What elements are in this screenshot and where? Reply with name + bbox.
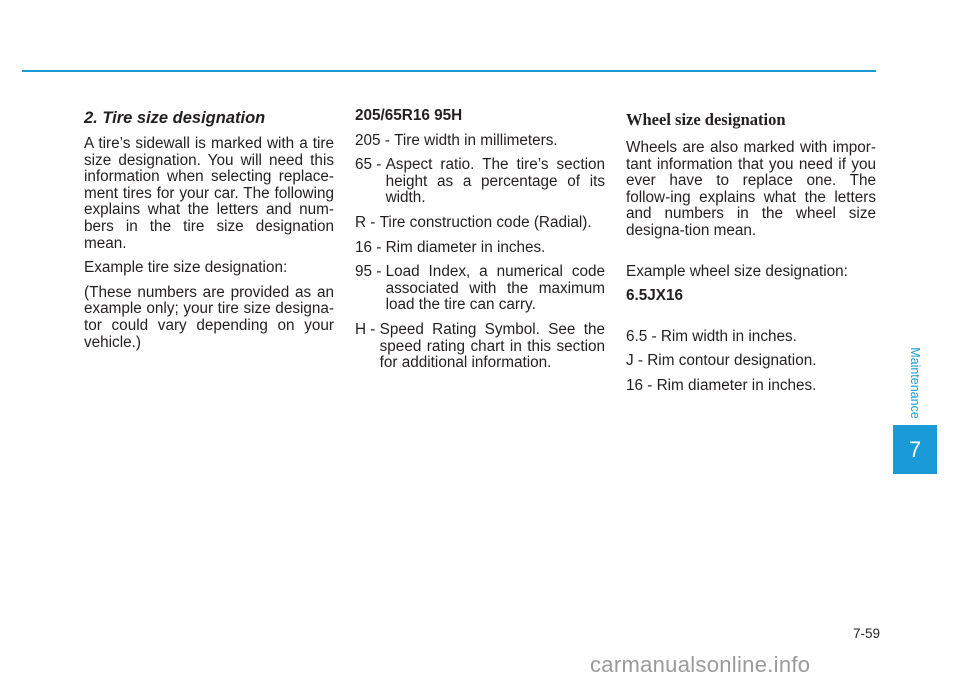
definition-desc: Rim diameter in inches. — [656, 376, 817, 394]
paragraph-wheel-example-label: Example wheel size designation: — [626, 262, 848, 280]
definition-term: 16 - — [626, 376, 657, 394]
definition-item — [355, 322, 605, 372]
paragraph-note: (These numbers are provided as an example only; your tire size designa-tor could vary depending on your vehicle.) — [84, 283, 334, 351]
definition-term: 6.5 - — [626, 327, 661, 345]
definition-term: H - — [355, 320, 380, 338]
section-title-wheel-size: Wheel size designation — [626, 110, 786, 129]
spacer — [626, 313, 876, 329]
definition-term: 205 - — [355, 131, 395, 149]
chapter-tab: 7 — [893, 425, 937, 474]
definition-item — [355, 264, 605, 314]
definition-desc: Rim diameter in inches. — [385, 238, 546, 256]
definition-desc: Tire width in millimeters. — [394, 131, 558, 149]
definition-desc: Load Index, a numerical code associated with the maximum load the tire can carry. — [385, 263, 605, 314]
definition-desc: Rim contour designation. — [647, 352, 817, 370]
spacer — [626, 248, 876, 264]
section-title-tire-size: 2. Tire size designation — [84, 109, 266, 127]
tire-size-example: 205/65R16 95H — [355, 107, 463, 124]
definition-desc: Speed Rating Symbol. See the speed rating chart in this section for additional information. — [379, 320, 605, 372]
paragraph-example-label: Example tire size designation: — [84, 259, 288, 277]
column-wheel-size — [626, 108, 876, 403]
definition-desc: Tire construction code (Radial). — [379, 213, 592, 231]
column-tire-size — [84, 108, 334, 359]
column-tire-codes — [355, 108, 605, 380]
chapter-side-label — [895, 343, 935, 423]
definition-item — [355, 215, 605, 232]
definition-term: 95 - — [355, 263, 386, 281]
definition-item — [626, 378, 876, 395]
definition-term: 16 - — [355, 238, 386, 256]
paragraph-wheel-intro: Wheels are also marked with impor-tant information that you need if you ever have to replace one. The follow-ing explains what the letters and numbers in the wheel size designa-tion mean. — [626, 139, 876, 239]
paragraph-intro: A tire’s sidewall is marked with a tire size designation. You will need this information when selecting replace-ment tires for your car. The following explains what the letters and num-bers in the tire size designation mean. — [84, 135, 334, 252]
top-rule — [22, 70, 876, 72]
definition-desc: Rim width in inches. — [660, 327, 797, 345]
definition-term: R - — [355, 213, 380, 231]
definition-term: J - — [626, 352, 648, 370]
definition-item — [355, 240, 605, 257]
definition-item — [626, 329, 876, 346]
wheel-size-example: 6.5JX16 — [626, 287, 683, 305]
definition-item — [355, 157, 605, 207]
definition-term: 65 - — [355, 156, 386, 174]
definition-item — [626, 353, 876, 370]
chapter-name: Maintenance — [908, 347, 923, 419]
watermark: carmanualsonline.info — [590, 652, 811, 677]
definition-item — [355, 133, 605, 150]
page-number: 7-59 — [852, 626, 880, 641]
definition-desc: Aspect ratio. The tire’s section height as a percentage of its width. — [385, 156, 605, 207]
